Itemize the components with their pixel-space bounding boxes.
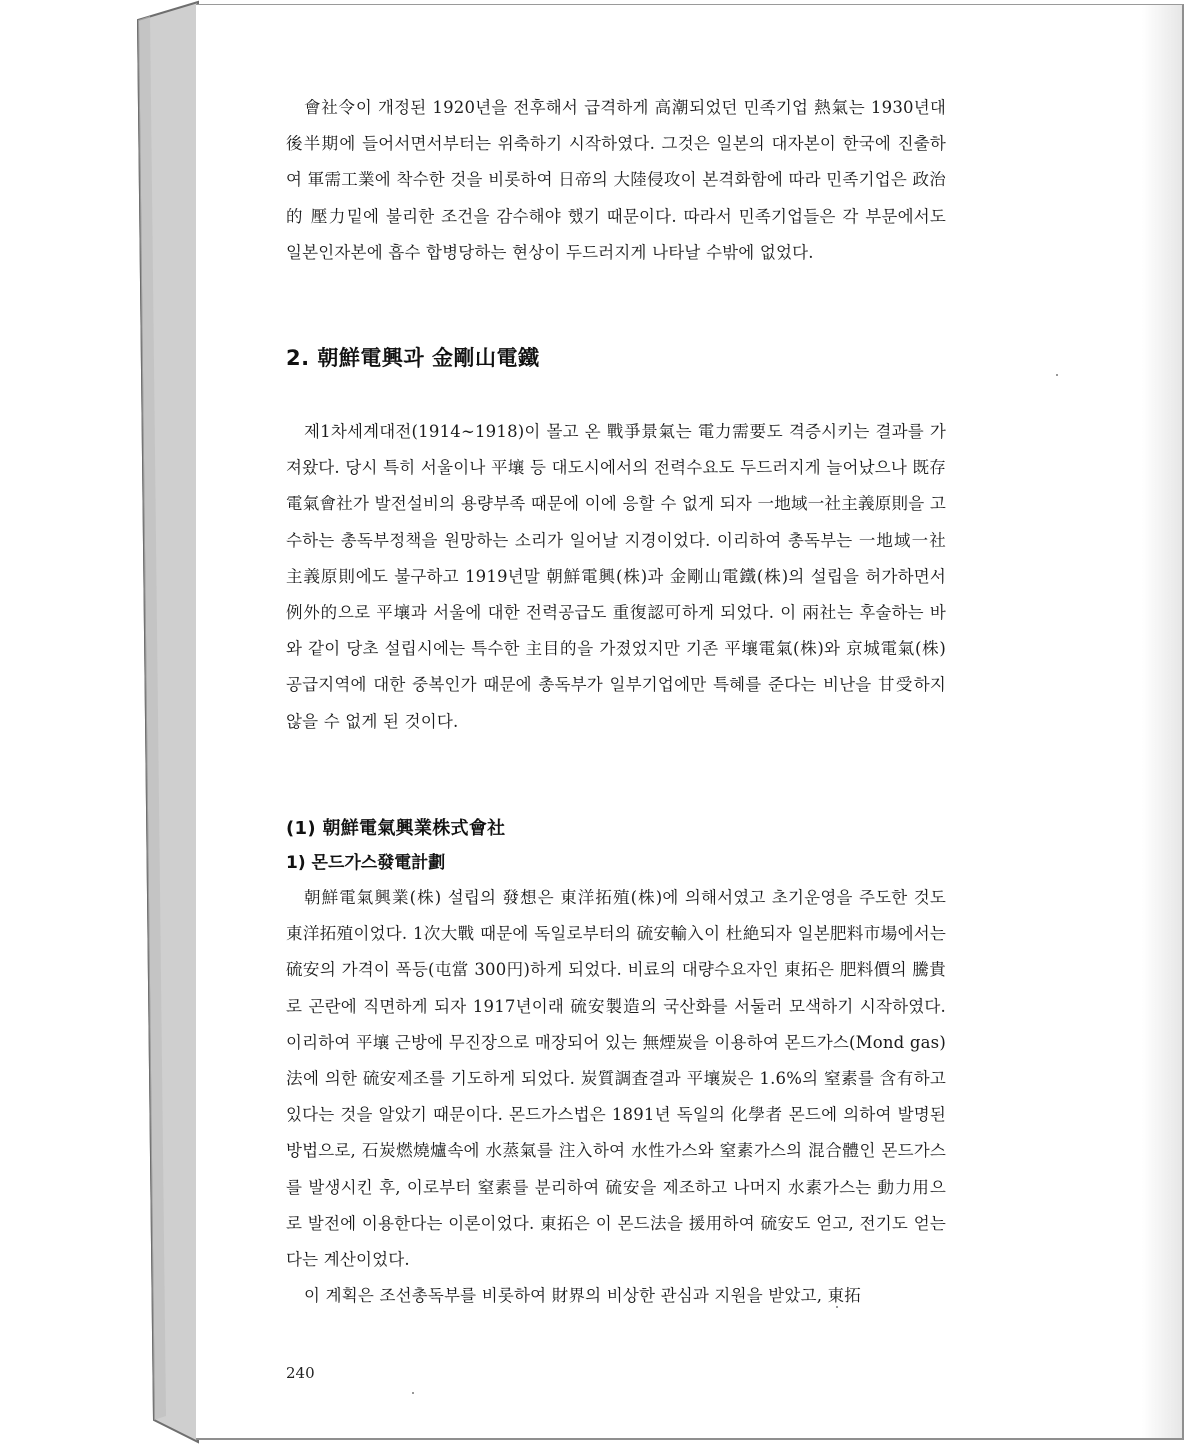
- section-body: [286, 414, 946, 740]
- subsubsection-heading: 1) 몬드가스發電計劃: [286, 853, 446, 873]
- section-heading-block: [286, 342, 946, 372]
- scan-speck: [836, 1306, 838, 1308]
- page-number: 240: [286, 1364, 315, 1382]
- paragraph-war-boom-power-demand: 제1차세계대전(1914∼1918)이 몰고 온 戰爭景氣는 電力需要도 격증시키는 결과를 가져왔다. 당시 특히 서울이나 平壤 등 대도시에서의 전력수요도 두드러지게 늘어났으나 既存電氣會社가 발전설비의 용량부족 때문에 이에 응할 수 없게 되자 一地域一社主義原則을 고수하는 총독부정책을 원망하는 소리가 일어날 지경이었다. 이리하여 총독부는 一地域一社主義原則에도 불구하고 1919년말 朝鮮電興(株)과 金剛山電鐵(株)의 설립을 허가하면서 例外的으로 平壤과 서울에 대한 전력공급도 重復認可하게 되었다. 이 兩社는 후술하는 바와 같이 당초 설립시에는 특수한 主目的을 가졌었지만 기존 平壤電氣(株)와 京城電氣(株) 공급지역에 대한 중복인가 때문에 총독부가 일부기업에만 특혜를 준다는 비난을 甘受하지 않을 수 없게 된 것이다.: [286, 422, 946, 731]
- page-body: [286, 90, 946, 271]
- subsection-body: [286, 880, 946, 1314]
- scan-speck: [1056, 374, 1058, 376]
- scan-speck: [412, 1392, 414, 1394]
- paragraph-ethnic-enterprises: 會社令이 개정된 1920년을 전후해서 급격하게 高潮되었던 민족기업 熱氣는 1930년대 後半期에 들어서면서부터는 위축하기 시작하였다. 그것은 일본의 대자본이 한국에 진출하여 軍需工業에 착수한 것을 비롯하여 日帝의 大陸侵攻이 본격화함에 따라 민족기업은 政治的 壓力밑에 불리한 조건을 감수해야 했기 때문이다. 따라서 민족기업들은 각 부문에서도 일본인자본에 흡수 합병당하는 현상이 두드러지게 나타날 수밖에 없었다.: [286, 98, 946, 262]
- book-spine-illustration: [0, 0, 200, 1446]
- subsection-heading: (1) 朝鮮電氣興業株式會社: [286, 818, 506, 839]
- subsection-heading-block: [286, 814, 946, 840]
- section-heading: 2. 朝鮮電興과 金剛山電鐵: [286, 346, 540, 370]
- paragraph-mond-gas-plan: 朝鮮電氣興業(株) 설립의 發想은 東洋拓殖(株)에 의해서였고 초기운영을 주도한 것도 東洋拓殖이었다. 1次大戰 때문에 독일로부터의 硫安輸入이 杜絶되자 일본肥料市場에서는 硫安의 가격이 폭등(屯當 300円)하게 되었다. 비료의 대량수요자인 東拓은 肥料價의 騰貴로 곤란에 직면하게 되자 1917년이래 硫安製造의 국산화를 서둘러 모색하기 시작하였다. 이리하여 平壤 근방에 무진장으로 매장되어 있는 無煙炭을 이용하여 몬드가스(Mond gas)法에 의한 硫安제조를 기도하게 되었다. 炭質調査결과 平壤炭은 1.6%의 窒素를 含有하고 있다는 것을 알았기 때문이다. 몬드가스법은 1891년 독일의 化學者 몬드에 의하여 발명된 방법으로, 石炭燃燒爐속에 水蒸氣를 注入하여 水性가스와 窒素가스의 混合體인 몬드가스를 발생시킨 후, 이로부터 窒素를 분리하여 硫安을 제조하고 나머지 水素가스는 動力用으로 발전에 이용한다는 이론이었다. 東拓은 이 몬드法을 援用하여 硫安도 얻고, 전기도 얻는다는 계산이었다.: [286, 888, 946, 1270]
- page-edge-shading: [1142, 5, 1182, 1438]
- subsubsection-heading-block: [286, 848, 946, 873]
- paragraph-plan-support: 이 계획은 조선총독부를 비롯하여 財界의 비상한 관심과 지원을 받았고, 東拓: [304, 1286, 862, 1306]
